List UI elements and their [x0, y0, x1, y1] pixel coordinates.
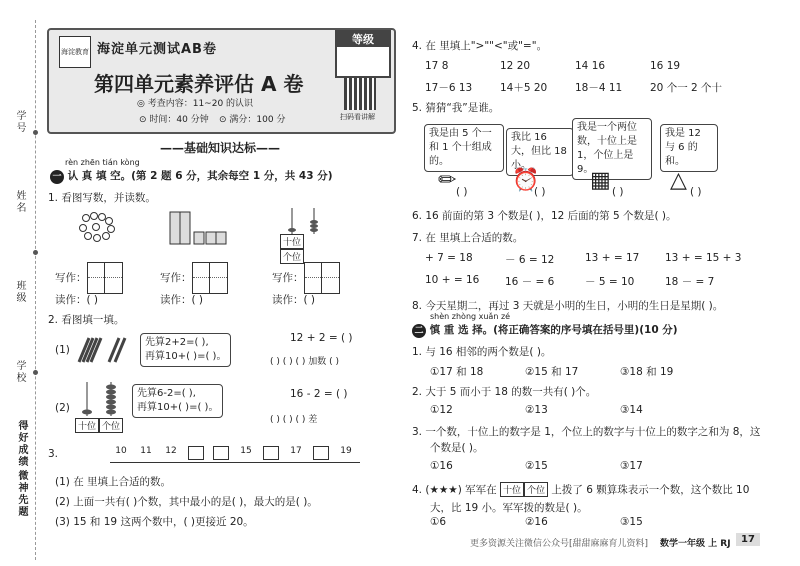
number-line-tick: 19 — [340, 446, 352, 456]
number-line-tick: 15 — [240, 446, 252, 456]
compare-item[interactable]: 12 20 — [500, 60, 531, 72]
riddle-answer-2[interactable]: ( ) — [534, 186, 546, 198]
abacus-figure-2 — [75, 382, 125, 432]
qr-label: 扫码看讲解 — [340, 113, 375, 121]
number-line-tick: 12 — [165, 446, 177, 456]
class-label: 班级 — [14, 280, 25, 304]
number-line — [110, 446, 360, 466]
compare-item[interactable]: 20 个一 2 个十 — [650, 82, 723, 94]
compare-item[interactable]: 18－4 11 — [575, 82, 623, 94]
binding-hole — [33, 370, 38, 375]
tens-label: 十位 — [75, 418, 99, 433]
part2-heading: 二 慎 重 选 择。(将正确答案的序号填在括号里)(10 分) — [412, 322, 678, 338]
q6-text: 6. 16 前面的第 3 个数是( )，12 后面的第 5 个数是( )。 — [412, 210, 677, 222]
number-line-tick — [185, 446, 207, 460]
fill-equation[interactable]: 16 － = 6 — [505, 276, 555, 288]
tens-label: 十位 — [280, 234, 304, 249]
q3-line-2: (2) 上面一共有( )个数，其中最小的是( )，最大的是( )。 — [55, 496, 318, 508]
blank-box[interactable] — [313, 446, 329, 460]
choice1-question: 1. 与 16 相邻的两个数是( )。 — [412, 346, 552, 358]
choice2-question: 2. 大于 5 而小于 18 的数一共有( )个。 — [412, 386, 597, 398]
q2-label-1: (1) — [55, 344, 70, 356]
ones-label: 个位 — [99, 418, 123, 433]
clock-character-icon: ⏰ — [512, 168, 540, 193]
bead-circle-figure — [78, 212, 118, 242]
choice3-question: 3. 一个数，十位上的数字是 1，个位上的数字与十位上的数字之和为 8，这 — [412, 426, 761, 438]
blank-box[interactable] — [263, 446, 279, 460]
pencil-character-icon: ✏ — [438, 168, 457, 193]
choice-option[interactable]: ②13 — [525, 404, 548, 416]
grade-label: 等级 — [337, 32, 389, 47]
choice4-question: 4. (★★★) 军军在 十位 个位 上拨了 6 颗算珠表示一个数，这个数比 10 — [412, 484, 750, 496]
read-answer-2[interactable]: 读作：( ) — [160, 294, 204, 306]
q7-text: 7. 在 里填上合适的数。 — [412, 232, 524, 244]
choice-option[interactable]: ①16 — [430, 460, 453, 472]
calc-box-2: 先算6-2=( ), 再算10+( )=( )。 — [132, 384, 223, 418]
q2-text: 2. 看图填一填。 — [48, 314, 125, 326]
write-row-2: 写作： — [160, 262, 228, 294]
choice-option[interactable]: ①17 和 18 — [430, 366, 484, 378]
compare-item[interactable]: 17 8 — [425, 60, 449, 72]
fill-equation[interactable]: － 5 = 10 — [585, 276, 635, 288]
riddle-bubble-1: 我是由 5 个一和 1 个十组成的。 — [424, 124, 504, 172]
number-line-tick: 11 — [140, 446, 152, 456]
stick-bundle-figure — [75, 336, 130, 364]
fill-equation[interactable]: + 7 = 18 — [425, 252, 473, 264]
equation-1-labels: ( ) ( ) ( ) 加数 ( ) — [270, 357, 339, 367]
blank-box[interactable] — [213, 446, 229, 460]
abacus-figure — [280, 208, 326, 263]
choice-option[interactable]: ③18 和 19 — [620, 366, 674, 378]
part2-pinyin: shèn zhòng xuǎn zé — [430, 312, 511, 321]
qr-code — [344, 78, 376, 110]
student-name-label: 姓名 — [14, 190, 25, 214]
write-box[interactable] — [304, 262, 340, 294]
part1-pinyin: rèn zhēn tián kòng — [65, 158, 140, 167]
tens-label: 十位 — [500, 482, 524, 497]
cube-figure — [168, 210, 228, 246]
publisher-logo: 海淀教育 — [59, 36, 91, 68]
fill-equation[interactable]: 10 + = 16 — [425, 274, 480, 286]
riddle-bubble-3: 我是一个两位数，十位上是 1，个位上是 9。 — [572, 118, 652, 180]
q5-text: 5. 猜猜“我”是谁。 — [412, 102, 500, 114]
riddle-answer-4[interactable]: ( ) — [690, 186, 702, 198]
triangle-character-icon: △ — [670, 168, 687, 193]
q3-num: 3. — [48, 448, 59, 460]
equation-2-labels: ( ) ( ) ( ) 差 — [270, 415, 318, 425]
q1-text: 1. 看图写数，并读数。 — [48, 192, 156, 204]
equation-2: 16 - 2 = ( ) — [290, 388, 348, 400]
page-number: 17 — [736, 533, 760, 546]
school-label: 学校 — [14, 360, 25, 384]
choice-option[interactable]: ②16 — [525, 516, 548, 528]
choice-option[interactable]: ③15 — [620, 516, 643, 528]
promo-text: 更多资源关注微信公众号[甜甜麻麻育儿资料] — [470, 539, 649, 549]
book-label: 数学一年级 上 RJ — [660, 539, 731, 549]
riddle-answer-3[interactable]: ( ) — [612, 186, 624, 198]
binding-hole — [33, 130, 38, 135]
exam-score: ⊙ 满分：100 分 — [219, 115, 286, 125]
q3-line-1: (1) 在 里填上合适的数。 — [55, 476, 172, 488]
brand-slogan: 得好成绩 — [16, 420, 27, 468]
blank-box[interactable] — [188, 446, 204, 460]
box-character-icon: ▦ — [590, 168, 611, 193]
cut-line — [35, 20, 36, 560]
number-line-tick: 17 — [290, 446, 302, 456]
write-box[interactable] — [87, 262, 123, 294]
compare-item[interactable]: 14＋5 20 — [500, 82, 548, 94]
fill-equation[interactable]: 18 － = 7 — [665, 276, 715, 288]
q2-label-2: (2) — [55, 402, 70, 414]
compare-item[interactable]: 17－6 13 — [425, 82, 473, 94]
choice4-question-2: 大，比 19 小。军军拨的数是( )。 — [430, 502, 588, 514]
write-row-1: 写作： — [55, 262, 123, 294]
part1-heading: 一 认 真 填 空。(第 2 题 6 分，其余每空 1 分，共 43 分) — [50, 168, 333, 184]
choice3-question-2: 个数是( )。 — [430, 442, 484, 454]
q8-text: 8. 今天星期二，再过 3 天就是小明的生日，小明的生日是星期( )。 — [412, 300, 724, 312]
number-line-tick — [310, 446, 332, 460]
binding-hole — [33, 250, 38, 255]
brand-slogan-2: 微神先题 — [16, 470, 27, 518]
grade-box[interactable] — [335, 30, 391, 78]
q4-text: 4. 在 里填上">""<"或"="。 — [412, 40, 548, 52]
write-box[interactable] — [192, 262, 228, 294]
riddle-bubble-4: 我是 12 与 6 的和。 — [660, 124, 718, 172]
page-title: 第四单元素养评估 A 卷 — [94, 72, 304, 96]
riddle-bubble-2: 我比 16 大，但比 18 小。 — [506, 128, 574, 176]
choice-option[interactable]: ②15 和 17 — [525, 366, 579, 378]
calc-box-1: 先算2+2=( ), 再算10+( )=( )。 — [140, 333, 231, 367]
exam-time: ⊙ 时间：40 分钟 — [139, 115, 209, 125]
student-id-label: 学号 — [14, 110, 25, 134]
riddle-answer-1[interactable]: ( ) — [456, 186, 468, 198]
write-row-3: 写作： — [272, 262, 340, 294]
number-line-tick — [260, 446, 282, 460]
read-answer-1[interactable]: 读作：( ) — [55, 294, 99, 306]
q3-line-3: (3) 15 和 19 这两个数中，( )更接近 20。 — [55, 516, 254, 528]
fill-equation[interactable]: 13 + = 15 + 3 — [665, 252, 742, 264]
compare-item[interactable]: 16 19 — [650, 60, 681, 72]
number-line-tick — [210, 446, 232, 460]
number-line-tick: 10 — [115, 446, 127, 456]
choice-option[interactable]: ③14 — [620, 404, 643, 416]
choice-option[interactable]: ①6 — [430, 516, 447, 528]
ones-label: 个位 — [524, 482, 548, 497]
choice-option[interactable]: ③17 — [620, 460, 643, 472]
section-basic: ——基础知识达标—— — [160, 141, 281, 155]
equation-1: 12 + 2 = ( ) — [290, 332, 353, 344]
exam-scope: ◎ 考查内容：11~20 的认识 — [137, 99, 254, 109]
fill-equation[interactable]: － 6 = 12 — [505, 254, 555, 266]
fill-equation[interactable]: 13 + = 17 — [585, 252, 640, 264]
choice-option[interactable]: ②15 — [525, 460, 548, 472]
series-brand: 海淀单元测试AB卷 — [97, 42, 217, 57]
choice-option[interactable]: ①12 — [430, 404, 453, 416]
ones-label: 个位 — [280, 249, 304, 264]
read-answer-3[interactable]: 读作：( ) — [272, 294, 316, 306]
compare-item[interactable]: 14 16 — [575, 60, 606, 72]
